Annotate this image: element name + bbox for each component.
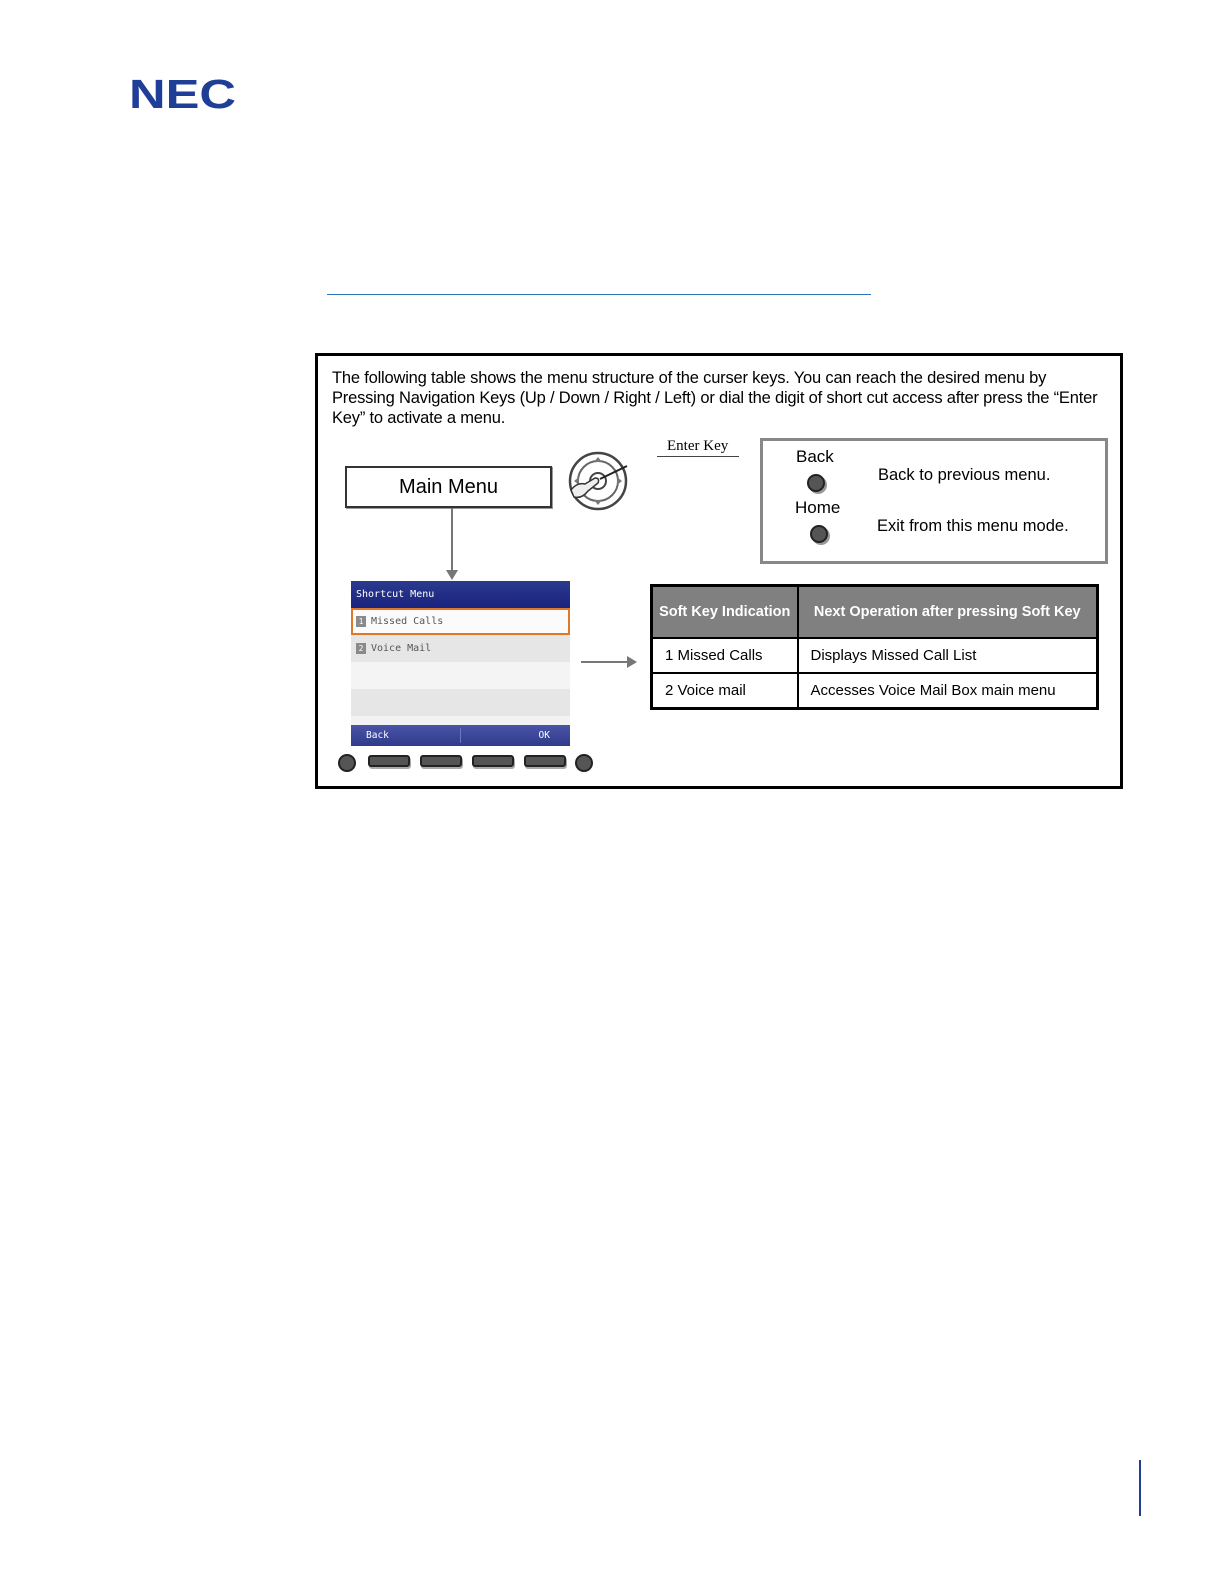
hardware-soft-key[interactable] [420,755,462,767]
section-title-underline [327,294,871,295]
soft-key-table [650,584,1099,710]
softkey-divider [460,728,461,743]
enter-key-label: Enter Key [667,438,729,454]
page-footer-rule [1139,1460,1141,1516]
main-menu-label: Main Menu [399,475,498,498]
table-row [652,638,1098,673]
intro-text: The following table shows the menu structure of the curser keys. You can reach the desired menu by Pressing Navigation Keys (Up / Down / Right / Left) or dial the digit of short cut access after press the “Enter Key” to activate a menu. [332,369,1098,427]
home-button-icon [810,525,828,543]
table-cell: 2 Voice mail [652,673,798,709]
svg-text:NEC: NEC [129,76,236,112]
menu-item-missed-calls[interactable] [351,608,570,635]
table-cell: 1 Missed Calls [652,638,798,673]
hardware-round-button[interactable] [575,754,593,772]
table-cell: Accesses Voice Mail Box main menu [798,673,1098,709]
home-key-description: Exit from this menu mode. [877,517,1069,535]
nec-logo [129,76,237,112]
column-header: Next Operation after pressing Soft Key [798,586,1098,639]
softkey-bar [351,725,570,746]
back-button-icon [807,474,825,492]
menu-item-label: Voice Mail [371,643,432,654]
phone-display [351,581,570,746]
hardware-soft-key[interactable] [368,755,410,767]
menu-item-label: Missed Calls [371,616,444,627]
screen-title: Shortcut Menu [351,581,570,608]
softkey-back[interactable]: Back [366,730,389,741]
home-key-label: Home [795,498,841,517]
table-cell: Displays Missed Call List [798,638,1098,673]
hardware-soft-key[interactable] [472,755,514,767]
arrow-right-icon [581,661,627,663]
arrow-down-icon [451,508,453,572]
hardware-soft-keys [338,752,598,772]
table-header-row [652,586,1098,639]
enter-key-leader-line [657,456,739,457]
table-row [652,673,1098,709]
empty-row [351,689,570,716]
column-header: Soft Key Indication [652,586,798,639]
back-key-description: Back to previous menu. [878,466,1051,484]
back-key-label: Back [796,447,834,466]
menu-structure-figure [315,353,1123,789]
empty-row [351,662,570,689]
main-menu-box [345,466,552,508]
softkey-ok[interactable]: OK [538,730,550,741]
menu-item-voice-mail[interactable] [351,635,570,662]
menu-item-number: 1 [356,616,366,627]
menu-item-number: 2 [356,643,366,654]
hardware-soft-key[interactable] [524,755,566,767]
key-legend-box [760,438,1108,564]
navigation-key-icon [567,450,629,512]
hardware-round-button[interactable] [338,754,356,772]
